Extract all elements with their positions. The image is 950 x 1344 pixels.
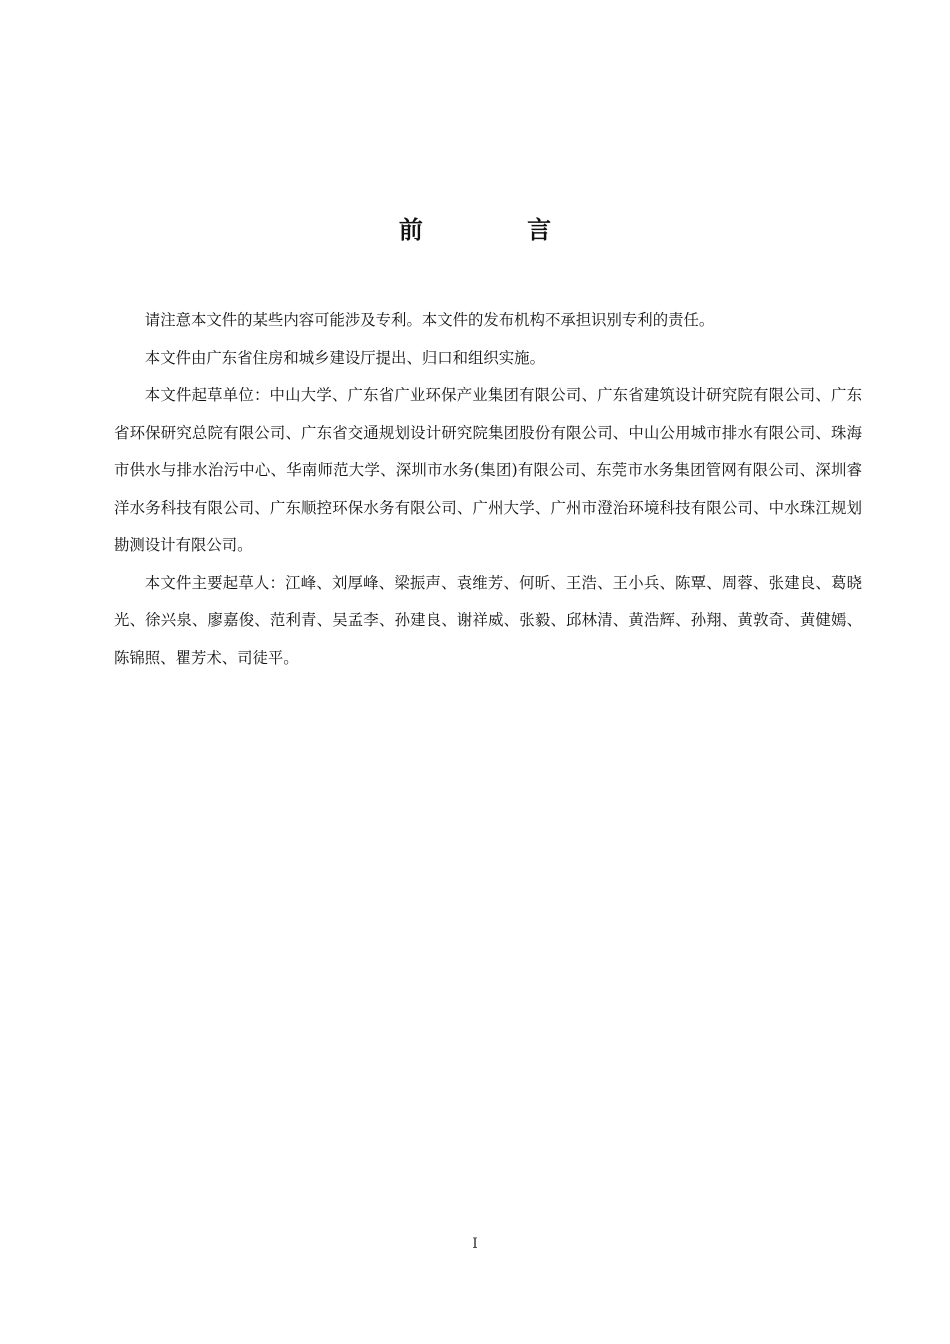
page-number: I xyxy=(472,1236,478,1252)
page-title: 前 言 xyxy=(398,216,600,244)
foreword-body xyxy=(114,302,862,677)
drafters-paragraph: 本文件主要起草人：江峰、刘厚峰、梁振声、袁维芳、何昕、王浩、王小兵、陈覃、周蓉、张建良、葛晓光、徐兴泉、廖嘉俊、范利青、吴孟李、孙建良、谢祥威、张毅、邱林清、黄浩辉、孙翔、黄敦奇、黄健嫣、陈锦照、瞿芳术、司徒平。 xyxy=(114,573,862,667)
patent-notice-paragraph: 请注意本文件的某些内容可能涉及专利。本文件的发布机构不承担识别专利的责任。 xyxy=(144,311,715,329)
drafting-units-paragraph: 本文件起草单位：中山大学、广东省广业环保产业集团有限公司、广东省建筑设计研究院有限公司、广东省环保研究总院有限公司、广东省交通规划设计研究院集团股份有限公司、中山公用城市排水有限公司、珠海市供水与排水治污中心、华南师范大学、深圳市水务(集团)有限公司、东莞市水务集团管网有限公司、深圳睿洋水务科技有限公司、广东顺控环保水务有限公司、广州大学、广州市澄治环境科技有限公司、中水珠江规划勘测设计有限公司。 xyxy=(114,386,862,554)
proposer-paragraph: 本文件由广东省住房和城乡建设厅提出、归口和组织实施。 xyxy=(144,348,545,367)
